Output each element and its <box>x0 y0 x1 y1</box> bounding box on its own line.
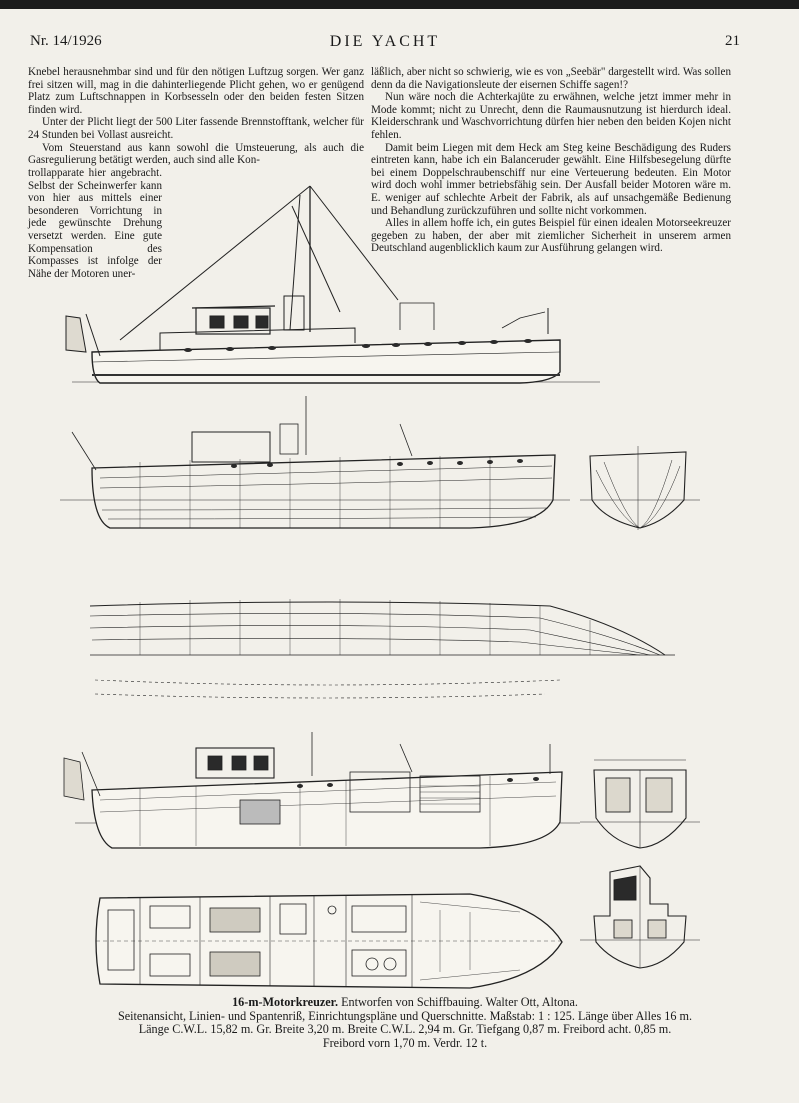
left-paragraph-3: Vom Steuerstand aus kann sowohl die Umsteuerung, als auch die Gasregulierung betätigt werden, auch sind alle Kon- <box>28 141 364 167</box>
figure-caption <box>20 996 790 1050</box>
caption-line-4: Freibord vorn 1,70 m. Verdr. 12 t. <box>322 1035 488 1050</box>
caption-line-1 <box>20 996 790 1010</box>
arrangement-profile-drawing <box>64 732 580 848</box>
left-paragraph-1: Knebel herausnehmbar sind und für den nötigen Luftzug sorgen. Wer ganz frei sitzen will, mag in die dahinterliegende Plicht gehen, wo er genügend Platz zum Luftschnappen in Korbsesseln oder den beiden festen Sitzen finden wird. <box>28 66 364 116</box>
right-paragraph-1: läßlich, aber nicht so schwierig, wie es von „Seebär" dargestellt wird. Was sollen denn da die Navigationsleute der eisernen Schiffe sagen!? <box>371 66 731 91</box>
left-paragraph-2: Unter der Plicht liegt der 500 Liter fassende Brennstofftank, welcher für 24 Stunden bei Vollast ausreicht. <box>28 116 364 141</box>
side-elevation-drawing <box>66 186 600 383</box>
arrangement-plan-drawing <box>96 894 562 988</box>
caption-designer: Entworfen von Schiffbauing. Walter Ott, Altona. <box>338 995 578 1009</box>
magazine-title: DIE YACHT <box>329 33 441 50</box>
caption-line-3: Länge C.W.L. 15,82 m. Gr. Breite 3,20 m. Breite C.W.L. 2,94 m. Gr. Tiefgang 0,87 m. Freibord acht. 0,85 m. <box>138 1022 672 1036</box>
cross-section-bottom-drawing <box>580 866 700 968</box>
right-paragraph-4: Alles in allem hoffe ich, ein gutes Beispiel für einen idealen Motorseekreuzer gegeben zu haben, der aber mit ziemlicher Sicherheit in unserem armen Deutschland augenblicklich kaum zur Ausführung gelangen wird. <box>371 217 731 255</box>
page-number: 21 <box>725 33 740 49</box>
right-paragraph-2: Nun wäre noch die Achterkajüte zu erwähnen, welche jetzt immer mehr in Mode kommt; nicht zu Unrecht, denn die Raumausnutzung ist hierdurch ideal. Kleiderschrank und Waschvorrichtung dürfen hier neben den beiden Kojen nicht fehlen. <box>371 91 731 141</box>
issue-number: Nr. 14/1926 <box>30 33 102 49</box>
cross-section-top-drawing <box>580 760 700 848</box>
left-narrow-paragraph: trollapparate hier angebracht. Selbst der Scheinwerfer kann von hier aus mittels einer besonderen Vorrichtung in jede gewünschte Drehung versetzt werden. Eine gute Kompensation des Kompasses ist infolge der Nähe der Motoren uner- <box>28 167 162 280</box>
half-breadth-drawing <box>90 599 675 698</box>
body-plan-drawing <box>580 446 700 530</box>
caption-line-2: Seitenansicht, Linien- und Spantenriß, Einrichtungspläne und Querschnitte. Maßstab: 1 : 125. Länge über Alles 16 m. <box>117 1008 693 1023</box>
right-paragraph-3: Damit beim Liegen mit dem Heck am Steg keine Beschädigung des Ruders eintreten kann, habe ich ein Balanceruder gewählt. Eine Hilfsbesegelung dürfte bei einem Doppelschraubenschiff nur eine Verteuerung bedeuten. Ein Motor wird doch wohl immer betriebsfähig sein. Der Ausfall beider Motoren wäre m. E. weniger auf schlechte Arbeit der Fabrik, als auf unsachgemäße Bedienung und Behandlung zurückzuführen und sollte nicht vorkommen. <box>371 141 731 217</box>
lines-profile-drawing <box>60 396 570 528</box>
caption-title: 16-m-Motorkreuzer. <box>232 995 339 1009</box>
